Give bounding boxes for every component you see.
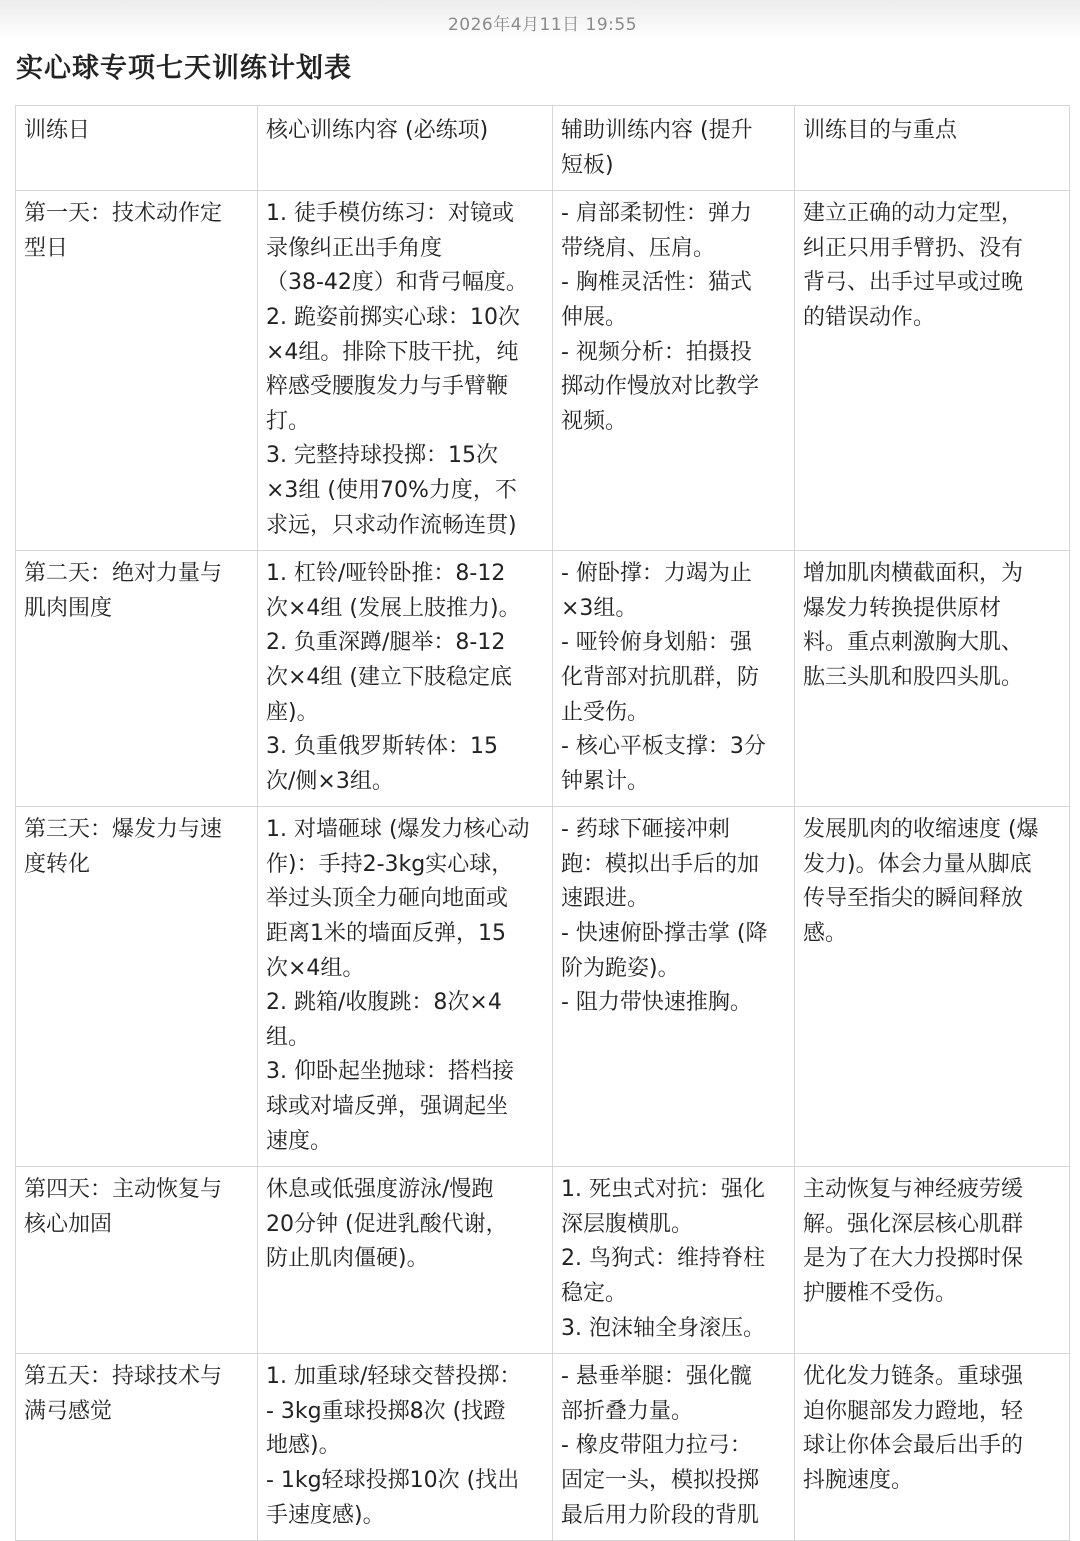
column-header-day [16, 106, 258, 191]
cell-text-line: 视频。 [561, 408, 628, 434]
cell-text-line: 最后用力阶段的背肌 [561, 1502, 760, 1528]
cell-text-line: 1. 杠铃/哑铃卧推：8-12 [266, 561, 506, 587]
cell-text-line: 打。 [266, 408, 311, 434]
cell-text-line: 求远，只求动作流畅连贯) [266, 512, 517, 538]
cell-text-line: 防止肌肉僵硬)。 [266, 1246, 429, 1272]
timestamp: 2026年4月11日 19:55 [447, 15, 638, 35]
table-row [16, 1354, 1070, 1541]
cell-text-line: 核心训练内容 (必练项) [266, 118, 489, 143]
cell-text-line: 第一天：技术动作定 [24, 201, 223, 227]
cell-text-line: 护腰椎不受伤。 [803, 1281, 958, 1306]
document-title: 实心球专项七天训练计划表 [16, 53, 352, 84]
cell-text-line: 3. 泡沫轴全身滚压。 [561, 1315, 765, 1341]
column-header-goal [795, 106, 1070, 191]
cell-core [258, 807, 553, 1167]
cell-text-line: 料。重点刺激胸大肌、 [803, 630, 1024, 656]
cell-aux [553, 1354, 795, 1541]
cell-text-line: 录像纠正出手角度 [266, 235, 443, 261]
cell-aux [553, 551, 795, 807]
cell-text-line: 地感)。 [266, 1433, 341, 1459]
cell-text-line: - 橡皮带阻力拉弓： [561, 1433, 752, 1459]
cell-core [258, 1167, 553, 1354]
cell-text-line: 阶为跪姿)。 [561, 955, 680, 981]
cell-text-line: 组。 [266, 1024, 311, 1050]
cell-text-line: 掷动作慢放对比教学 [561, 374, 760, 400]
cell-text-line: 稳定。 [561, 1281, 628, 1306]
cell-text-line: - 哑铃俯身划船：强 [561, 630, 752, 656]
cell-text-line: 手速度感)。 [266, 1502, 385, 1528]
cell-text-line: 部折叠力量。 [561, 1398, 694, 1424]
training-plan-table [15, 105, 1070, 1541]
cell-goal [795, 1167, 1070, 1354]
cell-text-line: 2. 跳箱/收腹跳：8次×4 [266, 990, 502, 1016]
cell-text-line: - 1kg轻球投掷10次 (找出 [266, 1467, 520, 1493]
cell-text-line: 1. 对墙砸球 (爆发力核心动 [266, 817, 530, 843]
cell-text-line: 是为了在大力投掷时保 [803, 1246, 1024, 1272]
cell-goal [795, 807, 1070, 1167]
cell-text-line: - 肩部柔韧性：弹力 [561, 201, 752, 227]
cell-text-line: - 阻力带快速推胸。 [561, 990, 752, 1016]
cell-text-line: 速跟进。 [561, 886, 650, 912]
cell-text-line: 辅助训练内容 (提升 [561, 118, 753, 143]
cell-text-line: 感。 [803, 921, 848, 947]
cell-text-line: 核心加固 [24, 1211, 113, 1237]
cell-text-line: 次×4组 (建立下肢稳定底 [266, 664, 513, 690]
cell-text-line: 作)：手持2-3kg实心球， [266, 851, 514, 877]
cell-text-line: 传导至指尖的瞬间释放 [803, 886, 1024, 912]
cell-text-line: - 快速俯卧撑击掌 (降 [561, 921, 768, 947]
cell-day [16, 1167, 258, 1354]
cell-text-line: 2. 鸟狗式：维持脊柱 [561, 1246, 765, 1272]
cell-text-line: 1. 死虫式对抗：强化 [561, 1177, 765, 1203]
cell-text-line: 距离1米的墙面反弹，15 [266, 921, 506, 947]
cell-text-line: ×3组 (使用70%力度，不 [266, 477, 517, 503]
cell-text-line: 2. 负重深蹲/腿举：8-12 [266, 630, 506, 656]
cell-text-line: - 俯卧撑：力竭为止 [561, 561, 752, 587]
cell-text-line: 3. 负重俄罗斯转体：15 [266, 734, 498, 760]
cell-text-line: 主动恢复与神经疲劳缓 [803, 1177, 1024, 1203]
cell-text-line: 迫你腿部发力蹬地，轻 [803, 1398, 1024, 1424]
cell-text-line: 球或对墙反弹，强调起坐 [266, 1094, 509, 1120]
cell-day [16, 551, 258, 807]
cell-text-line: 次/侧×3组。 [266, 768, 394, 794]
cell-text-line: 发展肌肉的收缩速度 (爆 [803, 817, 1039, 843]
cell-day [16, 807, 258, 1167]
cell-text-line: 肱三头肌和股四头肌。 [803, 664, 1024, 690]
cell-text-line: 休息或低强度游泳/慢跑 [266, 1177, 494, 1203]
cell-text-line: 速度。 [266, 1128, 333, 1154]
cell-text-line: 满弓感觉 [24, 1398, 113, 1424]
cell-text-line: 爆发力转换提供原材 [803, 595, 1002, 621]
cell-text-line: 解。强化深层核心肌群 [803, 1211, 1024, 1237]
cell-goal [795, 191, 1070, 551]
cell-core [258, 551, 553, 807]
cell-text-line: 训练日 [24, 118, 91, 143]
cell-day [16, 1354, 258, 1541]
table-row [16, 807, 1070, 1167]
cell-text-line: 次×4组 (发展上肢推力)。 [266, 595, 521, 621]
cell-aux [553, 191, 795, 551]
cell-text-line: 3. 完整持球投掷：15次 [266, 443, 498, 469]
cell-text-line: 举过头顶全力砸向地面或 [266, 886, 509, 912]
cell-text-line: （38-42度）和背弓幅度。 [266, 270, 528, 296]
cell-text-line: 建立正确的动力定型， [803, 201, 1024, 227]
cell-text-line: 座)。 [266, 699, 319, 725]
cell-text-line: 钟累计。 [561, 768, 650, 794]
cell-text-line: 型日 [24, 235, 69, 261]
cell-text-line: ×3组。 [561, 595, 638, 621]
cell-text-line: 1. 徒手模仿练习：对镜或 [266, 201, 514, 227]
cell-text-line: - 核心平板支撑：3分 [561, 734, 766, 760]
cell-text-line: 次×4组。 [266, 955, 365, 981]
cell-day [16, 191, 258, 551]
cell-text-line: 3. 仰卧起坐抛球：搭档接 [266, 1059, 514, 1085]
cell-text-line: - 胸椎灵活性：猫式 [561, 270, 752, 296]
cell-text-line: 第三天：爆发力与速 [24, 817, 223, 843]
table-row [16, 1167, 1070, 1354]
cell-text-line: - 3kg重球投掷8次 (找蹬 [266, 1398, 506, 1424]
cell-text-line: 止受伤。 [561, 699, 650, 725]
table-row [16, 551, 1070, 807]
column-header-core [258, 106, 553, 191]
table-header-row [16, 106, 1070, 191]
cell-text-line: 发力)。体会力量从脚底 [803, 851, 1032, 877]
cell-core [258, 1354, 553, 1541]
cell-text-line: 短板) [561, 152, 614, 178]
column-header-aux [553, 106, 795, 191]
cell-text-line: 的错误动作。 [803, 304, 936, 330]
cell-text-line: 抖腕速度。 [803, 1467, 914, 1493]
cell-text-line: 跑：模拟出手后的加 [561, 851, 760, 877]
cell-text-line: 优化发力链条。重球强 [803, 1364, 1024, 1390]
cell-goal [795, 551, 1070, 807]
cell-text-line: 2. 跪姿前掷实心球：10次 [266, 304, 520, 330]
cell-text-line: 第二天：绝对力量与 [24, 561, 223, 587]
cell-text-line: 肌肉围度 [24, 595, 113, 621]
cell-text-line: 化背部对抗肌群，防 [561, 664, 760, 690]
cell-text-line: - 悬垂举腿：强化髋 [561, 1364, 752, 1390]
cell-text-line: 度转化 [24, 851, 91, 877]
cell-text-line: 20分钟 (促进乳酸代谢， [266, 1211, 508, 1237]
cell-text-line: 第四天：主动恢复与 [24, 1177, 223, 1203]
cell-text-line: 粹感受腰腹发力与手臂鞭 [266, 374, 509, 400]
cell-text-line: 1. 加重球/轻球交替投掷： [266, 1364, 522, 1390]
cell-text-line: 带绕肩、压肩。 [561, 235, 716, 261]
cell-text-line: 球让你体会最后出手的 [803, 1433, 1024, 1459]
cell-text-line: 伸展。 [561, 304, 628, 330]
cell-text-line: - 药球下砸接冲刺 [561, 817, 730, 843]
cell-aux [553, 1167, 795, 1354]
cell-goal [795, 1354, 1070, 1541]
cell-text-line: - 视频分析：拍摄投 [561, 339, 752, 365]
cell-text-line: 背弓、出手过早或过晚 [803, 270, 1024, 296]
cell-text-line: 增加肌肉横截面积，为 [803, 561, 1024, 587]
cell-core [258, 191, 553, 551]
cell-text-line: 训练目的与重点 [803, 118, 958, 143]
cell-text-line: 固定一头，模拟投掷 [561, 1467, 760, 1493]
cell-text-line: 纠正只用手臂扔、没有 [803, 235, 1024, 261]
cell-aux [553, 807, 795, 1167]
cell-text-line: 第五天：持球技术与 [24, 1364, 223, 1390]
table-row [16, 191, 1070, 551]
cell-text-line: ×4组。排除下肢干扰，纯 [266, 339, 519, 365]
cell-text-line: 深层腹横肌。 [561, 1211, 694, 1237]
